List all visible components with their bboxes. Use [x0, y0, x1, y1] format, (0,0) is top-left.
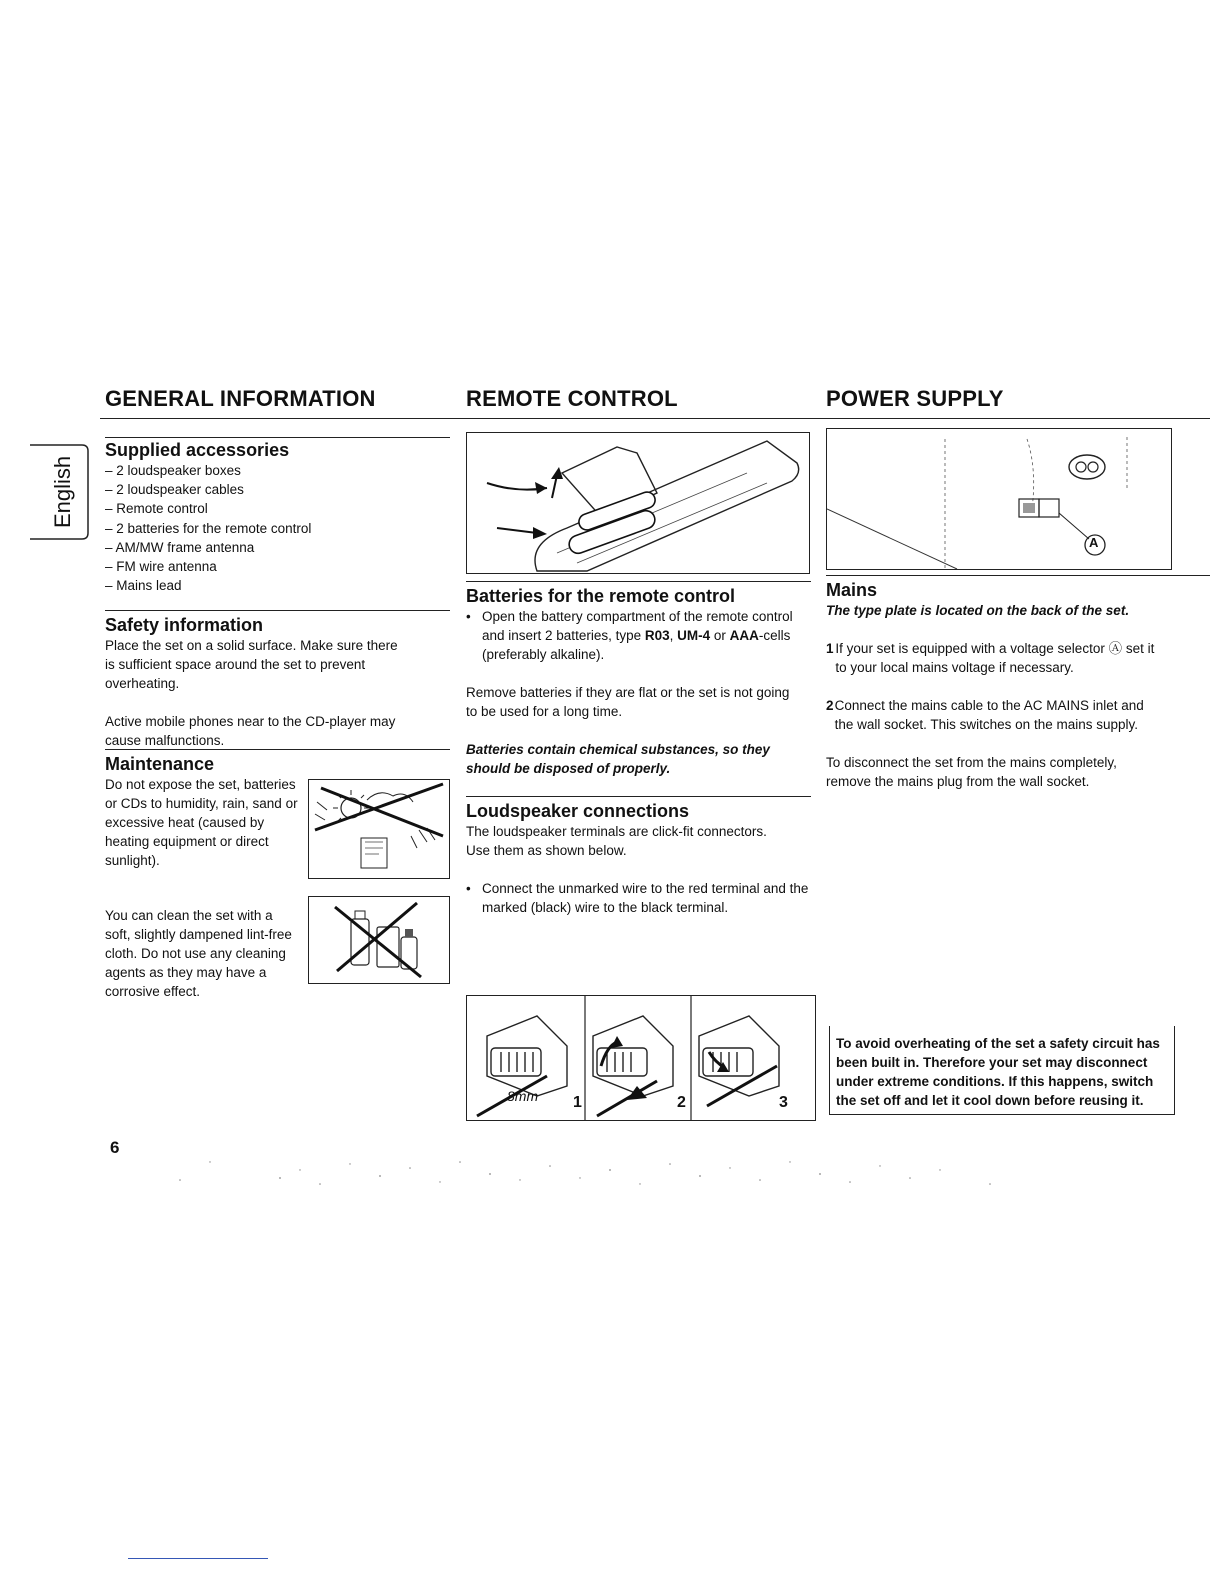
accessories-title: Supplied accessories	[105, 440, 290, 460]
list-item: – 2 batteries for the remote control	[105, 520, 312, 536]
no-cleaning-agents-icon	[309, 897, 449, 983]
header-power-supply: POWER SUPPLY	[826, 386, 1004, 411]
safety-section	[105, 610, 450, 750]
rear-panel-icon	[827, 429, 1171, 569]
speaker-connection-figure	[466, 995, 816, 1121]
safety-paragraph-1: Place the set on a solid surface. Make sure there is sufficient space around the set to prevent overheating.	[105, 638, 398, 691]
no-heat-humidity-figure	[308, 779, 450, 879]
mains-step-2-number: 2	[826, 698, 834, 713]
battery-type-aaa: AAA	[729, 628, 759, 643]
battery-type-um4: UM-4	[677, 628, 711, 643]
accessories-list	[105, 461, 450, 595]
mains-step-1	[826, 639, 1166, 677]
header-general-information: GENERAL INFORMATION	[105, 386, 376, 411]
list-item: – 2 loudspeaker cables	[105, 482, 244, 498]
battery-insertion-figure	[466, 432, 810, 574]
scan-noise-decoration	[160, 1150, 1020, 1200]
accessories-rule	[105, 437, 450, 438]
batteries-warning: Batteries contain chemical substances, so they should be disposed of properly.	[466, 742, 770, 776]
mains-title: Mains	[826, 580, 878, 600]
maintenance-rule	[105, 749, 450, 750]
speakers-bullet	[466, 879, 811, 917]
mains-section	[826, 575, 1210, 791]
no-cleaning-agents-figure	[308, 896, 450, 984]
safety-title: Safety information	[105, 615, 264, 635]
list-item: – Mains lead	[105, 578, 182, 594]
bullet-icon: •	[466, 609, 471, 624]
bottom-link-rule	[128, 1558, 268, 1559]
strip-length-label: 8mm	[507, 1088, 539, 1104]
safety-rule	[105, 610, 450, 611]
overheat-note-text: To avoid overheating of the set a safety circuit has been built in. Therefore your set may disconnect under extreme conditions. If this happens, switch the set off and let it cool down before reusing it.	[836, 1036, 1160, 1108]
batteries-rule	[466, 581, 811, 582]
list-item: – FM wire antenna	[105, 559, 217, 575]
speakers-paragraph-1: The loudspeaker terminals are click-fit connectors. Use them as shown below.	[466, 824, 767, 858]
batteries-bullet-pre: Open the battery compartment of the remote control and insert 2 batteries, type	[482, 609, 793, 643]
mains-step-2	[826, 696, 1166, 734]
remote-battery-icon	[467, 433, 809, 573]
step-label-3: 3	[779, 1094, 788, 1111]
header-rule	[100, 418, 1210, 419]
batteries-bullet	[466, 607, 811, 664]
safety-paragraph-2: Active mobile phones near to the CD-player may cause malfunctions.	[105, 714, 396, 748]
mains-subtitle: The type plate is located on the back of the set.	[826, 603, 1130, 618]
maintenance-title: Maintenance	[105, 754, 215, 774]
batteries-sep-1: ,	[669, 628, 678, 643]
bullet-icon: •	[466, 881, 471, 896]
accessories-section	[105, 437, 450, 595]
list-item: – Remote control	[105, 501, 208, 517]
batteries-bullet-text	[482, 607, 811, 664]
language-tab-label: English	[50, 455, 75, 529]
speakers-bullet-text: Connect the unmarked wire to the red terminal and the marked (black) wire to the black terminal.	[482, 881, 809, 915]
batteries-bullet-post: -cells (preferably alkaline).	[482, 628, 791, 662]
mains-step-1-number: 1	[826, 641, 834, 656]
header-remote-control: REMOTE CONTROL	[466, 386, 678, 411]
maintenance-paragraph-2: You can clean the set with a soft, slightly dampened lint-free cloth. Do not use any cleaning agents as they may have a corrosive effect.	[105, 908, 292, 999]
mains-step-1-text: If your set is equipped with a voltage selector Ⓐ set it to your local mains voltage if necessary.	[835, 641, 1155, 675]
maintenance-paragraph-1: Do not expose the set, batteries or CDs to humidity, rain, sand or excessive heat (caused by heating equipment or direct sunlight).	[105, 777, 298, 868]
mains-disconnect-paragraph: To disconnect the set from the mains completely, remove the mains plug from the wall socket.	[826, 755, 1117, 789]
speakers-section	[466, 796, 811, 917]
speakers-rule	[466, 796, 811, 797]
step-label-2: 2	[677, 1094, 686, 1111]
mains-rule	[826, 575, 1210, 576]
mains-step-2-text: Connect the mains cable to the AC MAINS inlet and the wall socket. This switches on the mains supply.	[834, 698, 1144, 732]
voltage-selector-label: A	[1089, 535, 1099, 550]
step-label-1: 1	[573, 1094, 582, 1111]
list-item: – AM/MW frame antenna	[105, 539, 255, 555]
batteries-paragraph-2: Remove batteries if they are flat or the set is not going to be used for a long time.	[466, 685, 790, 719]
no-heat-humidity-icon	[309, 780, 449, 878]
list-item: – 2 loudspeaker boxes	[105, 463, 241, 478]
type-plate-figure	[826, 428, 1172, 570]
battery-type-r03: R03	[644, 628, 670, 643]
speakers-title: Loudspeaker connections	[466, 801, 690, 821]
page-number: 6	[110, 1138, 120, 1157]
batteries-sep-2: or	[710, 628, 730, 643]
overheat-note-box	[829, 1026, 1175, 1115]
batteries-section	[466, 581, 811, 778]
batteries-title: Batteries for the remote control	[466, 586, 736, 606]
